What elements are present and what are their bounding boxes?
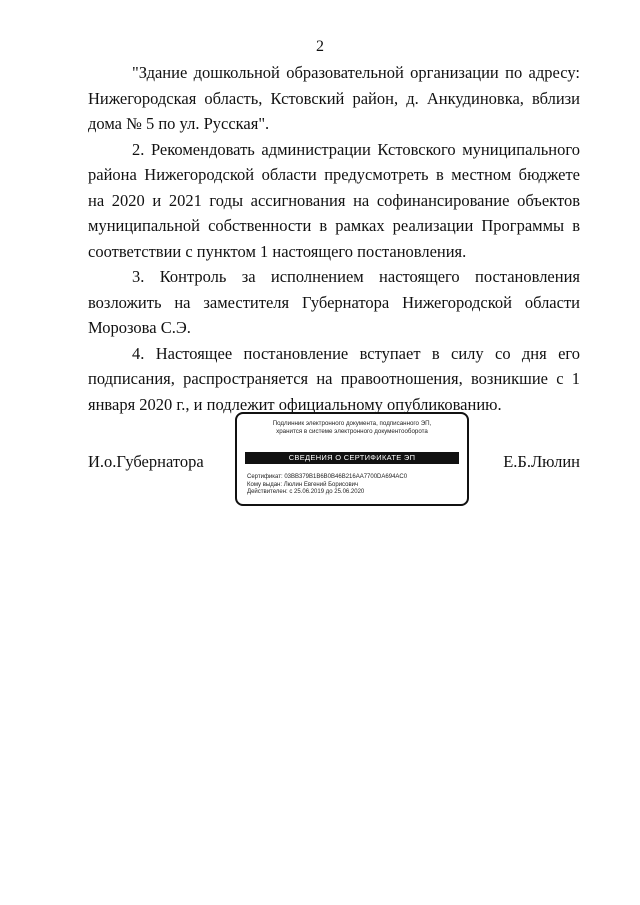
electronic-signature-stamp xyxy=(235,412,469,506)
paragraph-item-4: 4. Настоящее постановление вступает в силу со дня его подписания, распространяется на правоотношения, возникшие с 1 января 2020 г., и подлежит официальному опубликованию. xyxy=(88,343,580,414)
paragraph-item-3: 3. Контроль за исполнением настоящего постановления возложить на заместителя Губернатора Нижегородской области Морозова С.Э. xyxy=(88,267,580,337)
stamp-note-line-2: хранится в системе электронного документооборота xyxy=(276,428,428,435)
certificate-value: 03BB379B1B6B0B46B216AA7700DA694AC0 xyxy=(284,474,408,480)
paragraph-item-2: 2. Рекомендовать администрации Кстовского муниципального района Нижегородской области предусмотреть в местном бюджете на 2020 и 2021 годы ассигнования на софинансирование объектов муниципальной собственности в рамках реализации Программы в соответствии с пунктом 1 настоящего постановления. xyxy=(88,139,580,261)
certificate-label: Сертификат: xyxy=(247,474,283,480)
valid-label: Действителен: xyxy=(247,489,288,496)
signature-block xyxy=(88,412,580,512)
signatory-name: Е.Б.Люлин xyxy=(503,452,580,471)
document-body xyxy=(88,60,580,417)
paragraph-continuation: "Здание дошкольной образовательной организации по адресу: Нижегородская область, Кстовский район, д. Анкудиновка, вблизи дома № 5 по ул. Русская". xyxy=(88,63,580,133)
stamp-banner: СВЕДЕНИЯ О СЕРТИФИКАТЕ ЭП xyxy=(245,452,459,464)
stamp-details xyxy=(247,474,461,497)
stamp-note xyxy=(237,420,467,436)
issued-to-value: Люлин Евгений Борисович xyxy=(283,481,359,488)
stamp-note-line-1: Подлинник электронного документа, подписанного ЭП, xyxy=(272,420,432,427)
page-number: 2 xyxy=(316,38,324,55)
issued-to-label: Кому выдан: xyxy=(247,481,283,488)
certificate-row xyxy=(247,474,461,482)
valid-value: с 25.06.2019 до 25.06.2020 xyxy=(289,489,365,496)
signatory-title: И.о.Губернатора xyxy=(88,452,204,471)
validity-row xyxy=(247,489,461,497)
